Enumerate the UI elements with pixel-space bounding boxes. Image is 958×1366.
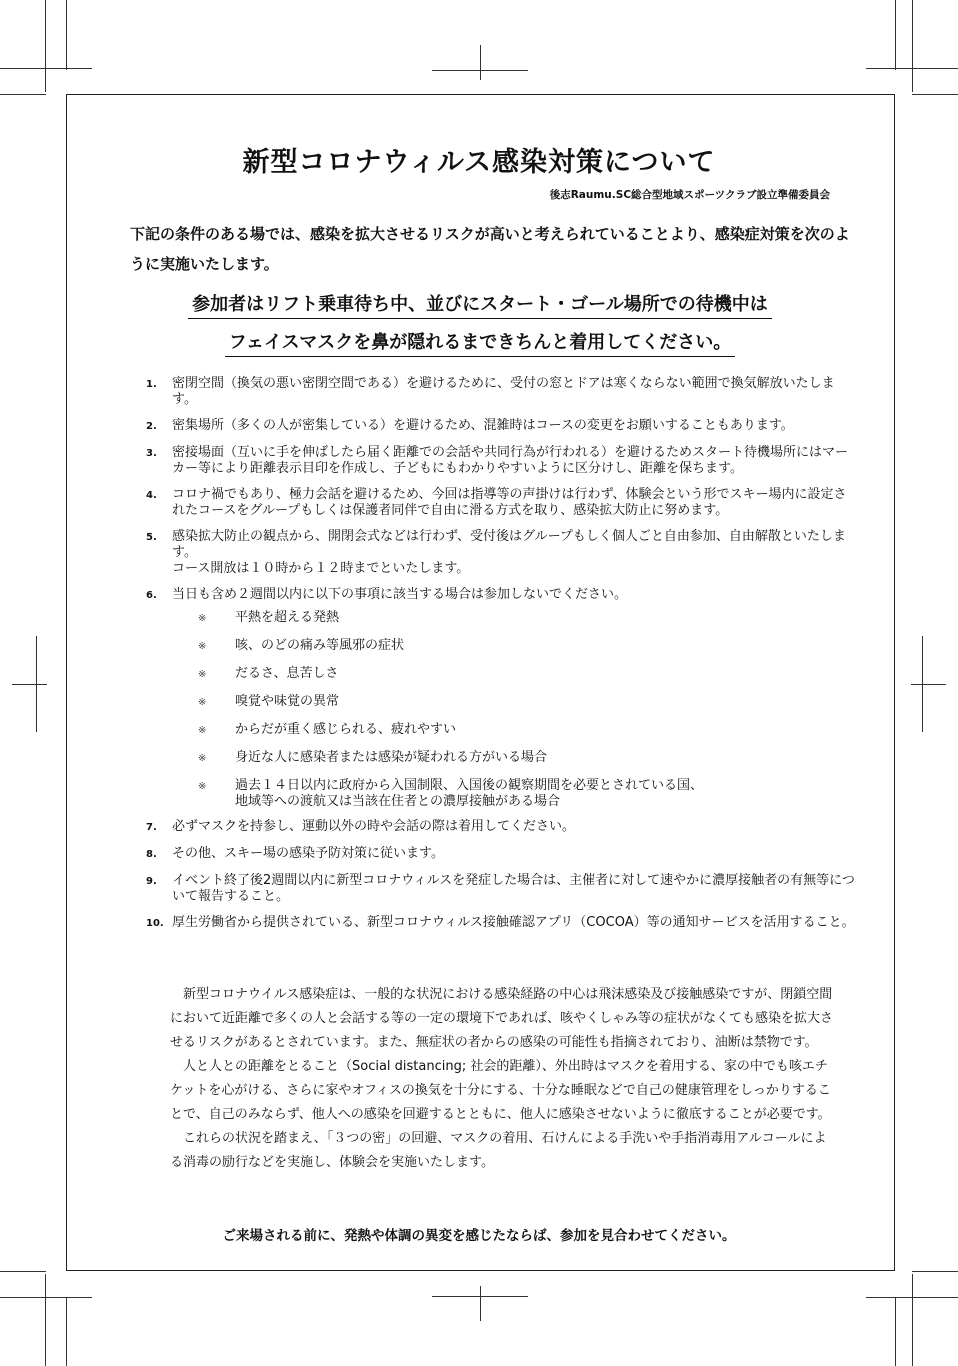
crop-mark bbox=[866, 1297, 958, 1298]
symptom-item: ※ からだが重く感じられる、疲れやすい bbox=[198, 722, 457, 737]
symptom-item: ※ 嗅覚や味覚の異常 bbox=[198, 694, 340, 709]
page-title: 新型コロナウィルス感染対策について bbox=[242, 147, 716, 178]
crop-mark bbox=[895, 1297, 896, 1366]
symptom-item: ※ 過去１４日以内に政府から入国制限、入国後の観察期間を必要とされている国、 地域等への渡航又は当該在住者との濃厚接触がある場合 bbox=[198, 778, 704, 809]
list-item: 2. 密集場所（多くの人が密集している）を避けるため、混雑時はコースの変更をお願いすることもあります。 bbox=[146, 418, 794, 433]
crop-mark bbox=[66, 0, 67, 70]
list-item: 4. コロナ禍でもあり、極力会話を避けるため、今回は指導等の声掛けは行わず、体験会という形でスキー場内に設定されたコースをグループもしくは保護者同伴で自由に滑る方式を取り、感染拡大防止に努めます。 bbox=[146, 487, 847, 518]
crop-mark bbox=[480, 45, 481, 80]
symptom-item: ※ 平熱を超える発熱 bbox=[198, 610, 340, 625]
list-item: 7. 必ずマスクを持参し、運動以外の時や会話の際は着用してください。 bbox=[146, 819, 576, 834]
crop-mark bbox=[0, 1297, 92, 1298]
intro-text: 下記の条件のある場では、感染を拡大させるリスクが高いと考えられていることより、感染症対策を次のように実施いたします。 bbox=[130, 225, 850, 273]
list-item: 1. 密閉空間（換気の悪い密閉空間である）を避けるために、受付の窓とドアは寒くならない範囲で換気解放いたします。 bbox=[146, 376, 835, 407]
explanation-text bbox=[170, 983, 835, 1175]
crop-mark bbox=[922, 636, 923, 732]
crop-mark bbox=[12, 684, 47, 685]
crop-mark bbox=[911, 684, 946, 685]
crop-mark bbox=[895, 0, 896, 70]
list-item: 8. その他、スキー場の感染予防対策に従います。 bbox=[146, 846, 444, 861]
crop-mark bbox=[45, 0, 46, 92]
list-item: 9. イベント終了後2週間以内に新型コロナウィルスを発症した場合は、主催者に対して速やかに濃厚接触者の有無等について報告すること。 bbox=[146, 873, 855, 904]
measures-list bbox=[138, 376, 858, 942]
paragraph: 人と人との距離をとること（Social distancing; 社会的距離）、外出時はマスクを着用する、家の中でも咳エチケットを心がける、さらに家やオフィスの換気を十分にする、十分な睡眠などで自己の健康管理をしっかりすることで、自己のみならず、他人への感染を回避するとともに、他人に感染させないように徹底することが必要です。 bbox=[170, 1059, 831, 1122]
crop-mark bbox=[45, 1274, 46, 1366]
list-item: 3. 密接場面（互いに手を伸ばしたら届く距離での会話や共同行為が行われる）を避けるためスタート待機場所にはマーカー等により距離表示目印を作成し、子どもにもわかりやすいように区分けし、距離を保ちます。 bbox=[146, 445, 849, 476]
crop-mark bbox=[912, 94, 958, 95]
crop-mark bbox=[480, 1286, 481, 1321]
symptom-item: ※ 咳、のどの痛み等風邪の症状 bbox=[198, 638, 405, 653]
list-item: 5. 感染拡大防止の観点から、開閉会式などは行わず、受付後はグループもしく個人ごと自由参加、自由解散といたします。 コース開放は１０時から１２時までといたします。 bbox=[146, 529, 846, 576]
crop-mark bbox=[0, 1271, 46, 1272]
paragraph: これらの状況を踏まえ、「３つの密」の回避、マスクの着用、石けんによる手洗いや手指消毒用アルコールによる消毒の励行などを実施し、体験会を実施いたします。 bbox=[170, 1131, 827, 1170]
crop-mark bbox=[432, 70, 528, 71]
list-item: 10. 厚生労働省から提供されている、新型コロナウィルス接触確認アプリ（COCOA）等の通知サービスを活用すること。 bbox=[146, 915, 855, 930]
emphasis-line-1: 参加者はリフト乗車待ち中、並びにスタート・ゴール場所での待機中は bbox=[150, 290, 810, 316]
symptom-item: ※ だるさ、息苦しさ bbox=[198, 666, 339, 681]
crop-mark bbox=[36, 636, 37, 732]
final-notice: ご来場される前に、発熱や体調の異変を感じたならば、参加を見合わせてください。 bbox=[222, 1228, 736, 1244]
crop-mark bbox=[432, 1296, 528, 1297]
symptom-item: ※ 身近な人に感染者または感染が疑われる方がいる場合 bbox=[198, 750, 548, 765]
crop-mark bbox=[866, 68, 958, 69]
crop-mark bbox=[66, 1297, 67, 1366]
list-item: 6. 当日も含め２週間以内に以下の事項に該当する場合は参加しないでください。 bbox=[146, 587, 628, 602]
paragraph: 新型コロナウイルス感染症は、一般的な状況における感染経路の中心は飛沫感染及び接触感染ですが、閉鎖空間において近距離で多くの人と会話する等の一定の環境下であれば、咳やくしゃみ等の症状がなくても感染を拡大させるリスクがあるとされています。また、無症状の者からの感染の可能性も指摘されており、油断は禁物です。 bbox=[170, 987, 834, 1050]
crop-mark bbox=[912, 1274, 913, 1366]
crop-mark bbox=[912, 0, 913, 92]
organization-name: 後志Raumu.SC総合型地域スポーツクラブ設立準備委員会 bbox=[549, 189, 830, 201]
crop-mark bbox=[0, 94, 46, 95]
symptom-list bbox=[198, 610, 858, 810]
crop-mark bbox=[912, 1271, 958, 1272]
crop-mark bbox=[0, 68, 92, 69]
emphasis-line-2: フェイスマスクを鼻が隠れるまできちんと着用してください。 bbox=[150, 328, 810, 354]
